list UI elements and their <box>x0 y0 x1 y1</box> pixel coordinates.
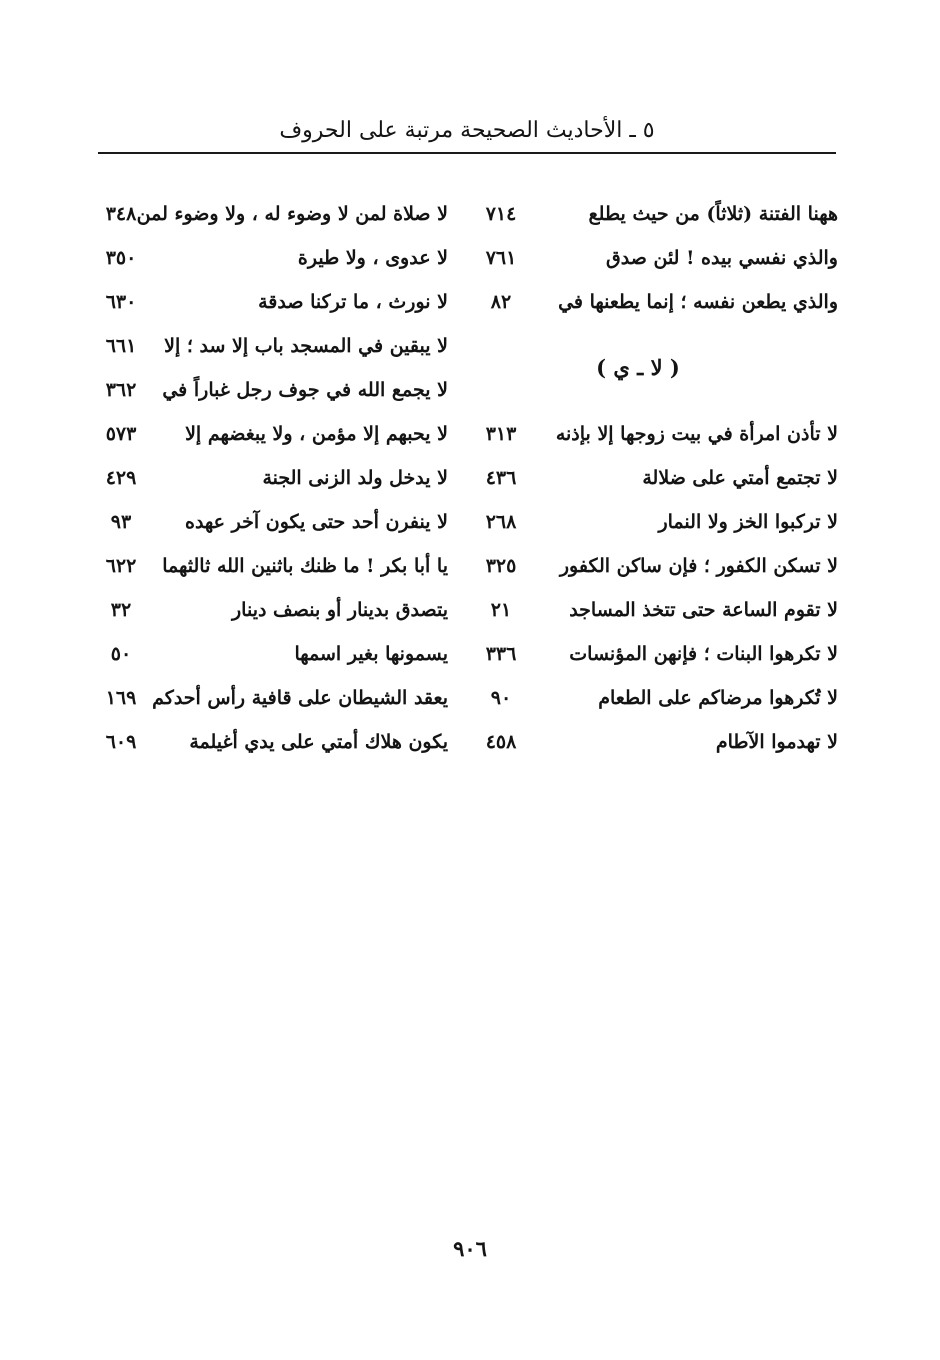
entry-page: ٦٦١ <box>105 335 137 357</box>
entry-text: لا تأذن امرأة في بيت زوجها إلا بإذنه <box>555 423 838 445</box>
index-entry <box>98 544 448 588</box>
entry-page: ١٦٩ <box>105 687 137 709</box>
entry-page: ٦٢٢ <box>105 555 137 577</box>
entry-text: لا تسكن الكفور ؛ فإن ساكن الكفور <box>559 555 838 577</box>
index-entry <box>478 192 838 236</box>
entry-page: ٩٠ <box>490 687 512 709</box>
index-entry <box>478 676 838 720</box>
entry-text: والذي نفسي بيده ! لئن صدق <box>606 247 838 269</box>
index-entry <box>98 720 448 764</box>
entry-page: ٤٢٩ <box>105 467 137 489</box>
running-header: ٥ ـ الأحاديث الصحيحة مرتبة على الحروف <box>279 118 655 143</box>
entry-page: ٦٣٠ <box>105 291 137 313</box>
entry-text: يتصدق بدينار أو بنصف دينار <box>232 599 448 621</box>
entry-text: لا تكرهوا البنات ؛ فإنهن المؤنسات <box>569 643 838 665</box>
page-number: ٩٠٦ <box>453 1236 487 1261</box>
entry-text: لا تركبوا الخز ولا النمار <box>658 511 838 533</box>
index-entry <box>98 236 448 280</box>
entry-page: ٢١ <box>490 599 512 621</box>
entry-page: ٣٥٠ <box>105 247 137 269</box>
index-entry <box>98 192 448 236</box>
entry-text: لا عدوى ، ولا طيرة <box>297 247 448 269</box>
entry-text: لا ينفرن أحد حتى يكون آخر عهده <box>185 511 448 533</box>
entry-page: ٩٣ <box>110 511 132 533</box>
index-entry <box>98 500 448 544</box>
entry-page: ٣١٣ <box>485 423 517 445</box>
index-entry <box>478 588 838 632</box>
right-column <box>478 192 838 764</box>
entry-page: ٨٢ <box>490 291 512 313</box>
entry-page: ٧٦١ <box>485 247 517 269</box>
index-entry <box>98 368 448 412</box>
entry-text: لا تجتمع أمتي على ضلالة <box>642 467 838 489</box>
index-entry <box>478 500 838 544</box>
index-entry <box>98 456 448 500</box>
entry-page: ٣٦٢ <box>105 379 137 401</box>
section-heading: ( لا ـ ي ) <box>596 355 680 380</box>
entry-text: يعقد الشيطان على قافية رأس أحدكم <box>152 687 448 709</box>
entry-text: يسمونها بغير اسمها <box>294 643 448 665</box>
entry-page: ٧١٤ <box>485 203 517 225</box>
index-entry <box>98 280 448 324</box>
entry-page: ٣٣٦ <box>485 643 517 665</box>
entry-text: لا تهدموا الآطام <box>715 731 838 753</box>
entry-page: ٥٠ <box>110 643 132 665</box>
entry-page: ٣٤٨ <box>105 203 137 225</box>
entry-page: ٣٢ <box>110 599 132 621</box>
entry-text: لا تُكرهوا مرضاكم على الطعام <box>598 687 838 709</box>
index-entry <box>478 412 838 456</box>
entry-text: ههنا الفتنة (ثلاثاً) من حيث يطلع <box>588 203 838 225</box>
index-entry <box>478 236 838 280</box>
index-entry <box>98 324 448 368</box>
entry-text: والذي يطعن نفسه ؛ إنما يطعنها في <box>558 291 838 313</box>
left-column <box>98 192 448 764</box>
entry-page: ٤٥٨ <box>485 731 517 753</box>
header-rule <box>98 152 836 154</box>
entry-text: لا يجمع الله في جوف رجل غباراً في <box>162 379 448 401</box>
entry-page: ٤٣٦ <box>485 467 517 489</box>
index-entry <box>98 412 448 456</box>
entry-text: لا يبقين في المسجد باب إلا سد ؛ إلا <box>164 335 448 357</box>
entry-page: ٥٧٣ <box>105 423 137 445</box>
entry-text: لا نورث ، ما تركنا صدقة <box>258 291 448 313</box>
index-entry <box>98 632 448 676</box>
entry-text: لا يحبهم إلا مؤمن ، ولا يبغضهم إلا <box>185 423 448 445</box>
index-entry <box>98 588 448 632</box>
index-entry <box>478 456 838 500</box>
entry-text: لا تقوم الساعة حتى تتخذ المساجد <box>569 599 838 621</box>
entry-page: ٢٦٨ <box>485 511 517 533</box>
index-entry <box>478 720 838 764</box>
index-entry <box>478 544 838 588</box>
index-entry <box>478 280 838 324</box>
entry-page: ٦٠٩ <box>105 731 137 753</box>
entry-page: ٣٢٥ <box>485 555 517 577</box>
entry-text: لا صلاة لمن لا وضوء له ، ولا وضوء لمن <box>136 203 448 225</box>
index-entry <box>98 676 448 720</box>
index-entry <box>478 632 838 676</box>
entry-text: يا أبا بكر ! ما ظنك باثنين الله ثالثهما <box>162 555 448 577</box>
entry-text: لا يدخل ولد الزنى الجنة <box>262 467 448 489</box>
entry-text: يكون هلاك أمتي على يدي أغيلمة <box>189 731 448 753</box>
